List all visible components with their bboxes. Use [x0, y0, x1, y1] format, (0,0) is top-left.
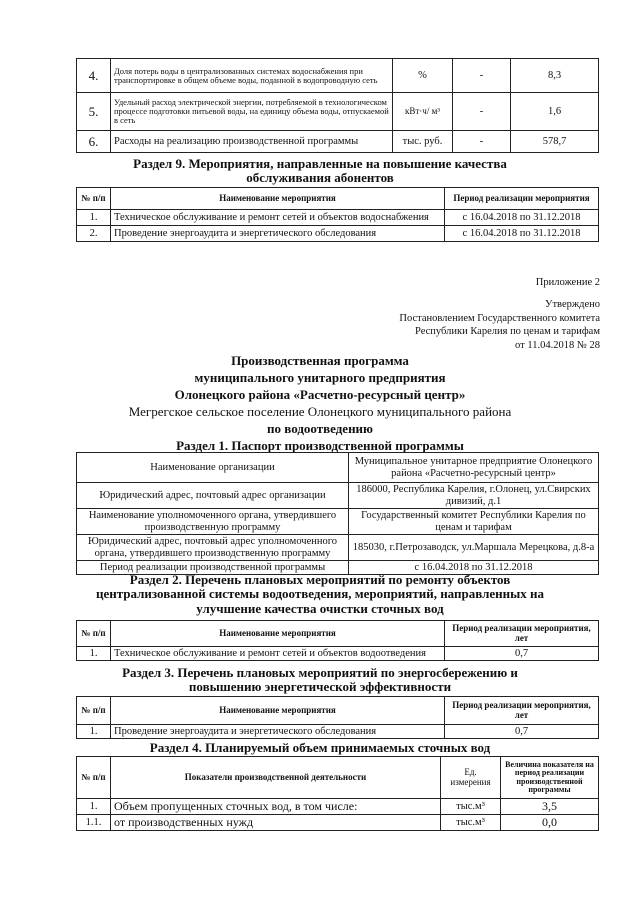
- col-value-header: Величина показателя на период реализации производственной программы: [501, 757, 599, 799]
- col-period-header: Период реализации мероприятия, лет: [445, 621, 599, 647]
- passport-key: Юридический адрес, почтовый адрес уполномоченного органа, утвердившего производственную программу: [77, 535, 349, 561]
- col-period-header: Период реализации мероприятия, лет: [445, 697, 599, 725]
- program-title-2: муниципального унитарного предприятия: [194, 370, 446, 385]
- indicator-name: Доля потерь воды в централизованных системах водоснабжения при транспортировке в общем объеме воды, поданной в водопроводную сеть: [111, 59, 393, 93]
- approval-block: [399, 298, 600, 353]
- indicator-unit: кВт·ч/ м³: [393, 93, 453, 131]
- section-2-table: [76, 620, 599, 661]
- measure-period: 0,7: [445, 647, 599, 661]
- measure-name: Техническое обслуживание и ремонт сетей и объектов водоснабжения: [111, 210, 445, 226]
- row-number: 1.: [77, 647, 111, 661]
- approved-label: Утверждено: [545, 299, 600, 310]
- indicator-name: Расходы на реализацию производственной программы: [111, 131, 393, 153]
- appendix-label: Приложение 2: [535, 277, 600, 288]
- approval-line-1: Постановлением Государственного комитета: [399, 312, 600, 324]
- row-number: 1.1.: [77, 815, 111, 831]
- section-9-table: [76, 187, 599, 242]
- passport-key: Наименование уполномоченного органа, утвердившего производственную программу: [77, 509, 349, 535]
- section-2-title: Раздел 2. Перечень плановых мероприятий по ремонту объектов централизованной системы водоотведения, мероприятий, направленных на улучшение качества очистки сточных вод: [95, 572, 545, 616]
- col-num-header: № п/п: [77, 621, 111, 647]
- indicator-unit: тыс.м³: [441, 815, 501, 831]
- passport-key: Юридический адрес, почтовый адрес организации: [77, 483, 349, 509]
- indicator-unit: %: [393, 59, 453, 93]
- indicator-base: -: [453, 93, 511, 131]
- row-number: 5.: [77, 93, 111, 131]
- section-9-title: Раздел 9. Мероприятия, направленные на повышение качества обслуживания абонентов: [133, 156, 507, 186]
- indicator-unit: тыс.м³: [441, 799, 501, 815]
- program-title-3: Олонецкого района «Расчетно-ресурсный центр»: [174, 387, 466, 402]
- indicators-table: [76, 58, 599, 153]
- passport-key: Период реализации производственной программы: [77, 561, 349, 575]
- row-number: 1.: [77, 725, 111, 739]
- indicator-name: от производственных нужд: [111, 815, 441, 831]
- section-1-title: Раздел 1. Паспорт производственной программы: [176, 438, 464, 453]
- measure-period: 0,7: [445, 725, 599, 739]
- approval-line-2: Республики Карелия по ценам и тарифам: [415, 326, 600, 338]
- program-title-1: Производственная программа: [231, 353, 409, 368]
- col-name-header: Показатели производственной деятельности: [111, 757, 441, 799]
- section-3-table: [76, 696, 599, 739]
- approval-line-3: от 11.04.2018 № 28: [515, 339, 600, 351]
- row-number: 1.: [77, 210, 111, 226]
- indicator-value: 578,7: [511, 131, 599, 153]
- col-unit-header: Ед. измерения: [441, 757, 501, 799]
- row-number: 6.: [77, 131, 111, 153]
- passport-value: Муниципальное унитарное предприятие Олонецкого района «Расчетно-ресурсный центр»: [349, 453, 599, 483]
- indicator-unit: тыс. руб.: [393, 131, 453, 153]
- measure-period: с 16.04.2018 по 31.12.2018: [445, 226, 599, 242]
- col-num-header: № п/п: [77, 188, 111, 210]
- indicator-value: 8,3: [511, 59, 599, 93]
- program-title-5: по водоотведению: [267, 421, 373, 436]
- passport-key: Наименование организации: [77, 453, 349, 483]
- col-num-header: № п/п: [77, 697, 111, 725]
- row-number: 2.: [77, 226, 111, 242]
- measure-name: Проведение энергоаудита и энергетического обследования: [111, 226, 445, 242]
- measure-period: с 16.04.2018 по 31.12.2018: [445, 210, 599, 226]
- col-name-header: Наименование мероприятия: [111, 697, 445, 725]
- indicator-value: 3,5: [501, 799, 599, 815]
- row-number: 1.: [77, 799, 111, 815]
- indicator-name: Объем пропущенных сточных вод, в том числе:: [111, 799, 441, 815]
- measure-name: Проведение энергоаудита и энергетического обследования: [111, 725, 445, 739]
- indicator-value: 0,0: [501, 815, 599, 831]
- col-name-header: Наименование мероприятия: [111, 188, 445, 210]
- indicator-value: 1,6: [511, 93, 599, 131]
- col-period-header: Период реализации мероприятия: [445, 188, 599, 210]
- col-num-header: № п/п: [77, 757, 111, 799]
- indicator-base: -: [453, 59, 511, 93]
- passport-value: Государственный комитет Республики Карелия по ценам и тарифам: [349, 509, 599, 535]
- indicator-base: -: [453, 131, 511, 153]
- section-4-title: Раздел 4. Планируемый объем принимаемых сточных вод: [149, 740, 491, 755]
- passport-value: 185030, г.Петрозаводск, ул.Маршала Мерецкова, д.8-а: [349, 535, 599, 561]
- row-number: 4.: [77, 59, 111, 93]
- program-title-4: Мегрегское сельское поселение Олонецкого муниципального района: [128, 404, 512, 419]
- section-3-title: Раздел 3. Перечень плановых мероприятий по энергосбережению и повышению энергетической эффективности: [122, 665, 518, 695]
- passport-table: [76, 452, 599, 575]
- passport-value: с 16.04.2018 по 31.12.2018: [349, 561, 599, 575]
- measure-name: Техническое обслуживание и ремонт сетей и объектов водоотведения: [111, 647, 445, 661]
- passport-value: 186000, Республика Карелия, г.Олонец, ул.Свирских дивизий, д.1: [349, 483, 599, 509]
- section-4-table: [76, 756, 599, 831]
- col-name-header: Наименование мероприятия: [111, 621, 445, 647]
- indicator-name: Удельный расход электрической энергии, потребляемой в технологическом процессе подготовки питьевой воды, на единицу объема воды, отпускаемой в сеть: [111, 93, 393, 131]
